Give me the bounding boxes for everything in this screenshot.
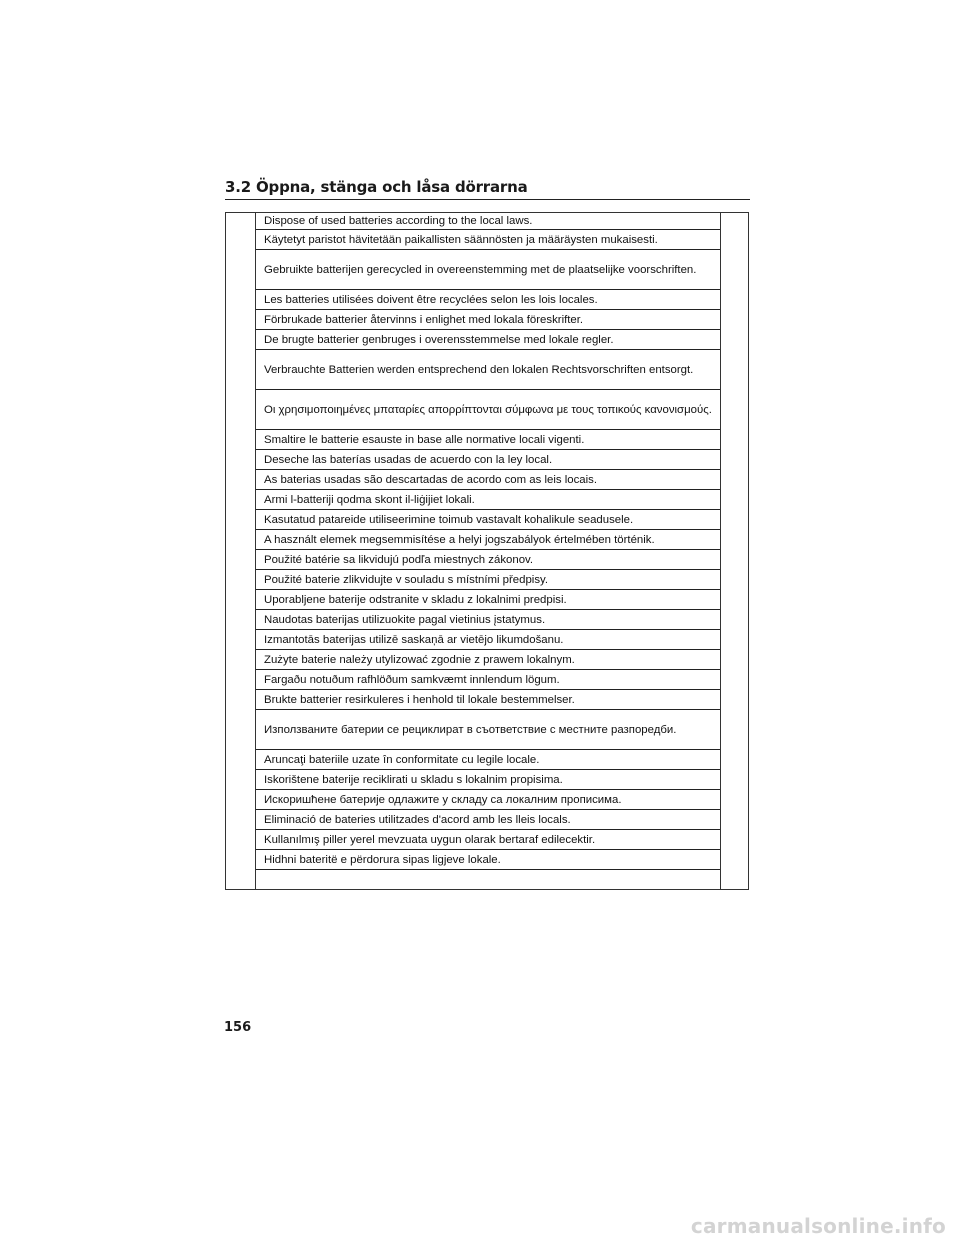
table-row (256, 310, 720, 330)
row-text: Deseche las baterías usadas de acuerdo con la ley local. (264, 453, 553, 466)
row-text: Förbrukade batterier återvinns i enlighet med lokala föreskrifter. (264, 313, 584, 326)
row-text: Hidhni bateritë e përdorura sipas ligjeve lokale. (264, 853, 501, 866)
row-text: Smaltire le batterie esauste in base alle normative locali vigenti. (264, 433, 585, 446)
table-row (256, 690, 720, 710)
row-text: Brukte batterier resirkuleres i henhold til lokale bestemmelser. (264, 693, 575, 706)
table-row (256, 570, 720, 590)
row-text: Armi l-batteriji qodma skont il-liġijiet lokali. (264, 493, 475, 506)
row-text: Използваните батерии се рециклират в съответствие с местните разпоредби. (264, 724, 677, 736)
table-row (256, 430, 720, 450)
table-row (256, 630, 720, 650)
page-number: 156 (224, 1020, 252, 1035)
table-row (256, 510, 720, 530)
section-title: 3.2 Öppna, stänga och låsa dörrarna (225, 178, 528, 196)
row-text: Les batteries utilisées doivent être recyclées selon les lois locales. (264, 293, 598, 306)
row-text: Izmantotās baterijas utilizē saskaņā ar vietējo likumdošanu. (264, 633, 564, 646)
row-text: Zużyte baterie należy utylizować zgodnie z prawem lokalnym. (264, 653, 575, 666)
table-row (256, 670, 720, 690)
table-row (256, 330, 720, 350)
table-row (256, 470, 720, 490)
disposal-table (256, 212, 720, 870)
table-row (256, 230, 720, 250)
table-row (256, 590, 720, 610)
row-text: De brugte batterier genbruges i overensstemmelse med lokale regler. (264, 333, 614, 346)
table-row (256, 810, 720, 830)
table-row (256, 450, 720, 470)
row-text: Eliminació de bateries utilitzades d'acord amb les lleis locals. (264, 813, 571, 826)
table-row (256, 550, 720, 570)
table-row (256, 610, 720, 630)
table-row (256, 850, 720, 870)
row-text: Искоришћене батерије одлажите у складу са локалним прописима. (264, 793, 622, 806)
row-text: Použité baterie zlikvidujte v souladu s místními předpisy. (264, 573, 549, 586)
title-rule (225, 199, 750, 200)
row-text: A használt elemek megsemmisítése a helyi jogszabályok értelmében történik. (264, 533, 655, 546)
table-row (256, 830, 720, 850)
table-row (256, 530, 720, 550)
row-text: Οι χρησιμοποιημένες μπαταρίες απορρίπτονται σύμφωνα με τους τοπικούς κανονισμούς. (264, 404, 712, 416)
watermark: carmanualsonline.info (690, 1214, 946, 1238)
table-row (256, 750, 720, 770)
row-text: Použité batérie sa likvidujú podľa miestnych zákonov. (264, 553, 534, 566)
row-text: Verbrauchte Batterien werden entsprechend den lokalen Rechtsvorschriften entsorgt. (264, 364, 694, 376)
table-row (256, 212, 720, 230)
table-row (256, 390, 720, 430)
table-row (256, 350, 720, 390)
row-text: Kullanılmış piller yerel mevzuata uygun olarak bertaraf edilecektir. (264, 833, 596, 846)
table-row (256, 290, 720, 310)
table-row (256, 650, 720, 670)
row-text: Naudotas baterijas utilizuokite pagal vietinius įstatymus. (264, 613, 546, 626)
row-text: Fargaðu notuðum rafhlöðum samkvæmt innlendum lögum. (264, 673, 560, 686)
row-text: As baterias usadas são descartadas de acordo com as leis locais. (264, 473, 598, 486)
row-text: Gebruikte batterijen gerecycled in overeenstemming met de plaatselijke voorschriften. (264, 264, 697, 276)
table-row (256, 790, 720, 810)
table-row (256, 710, 720, 750)
row-text: Käytetyt paristot hävitetään paikallisten säännösten ja määräysten mukaisesti. (264, 233, 658, 246)
row-text: Uporabljene baterije odstranite v skladu z lokalnimi predpisi. (264, 593, 567, 606)
table-row (256, 490, 720, 510)
row-text: Aruncaţi bateriile uzate în conformitate cu legile locale. (264, 753, 540, 766)
table-row (256, 250, 720, 290)
table-row (256, 770, 720, 790)
row-text: Dispose of used batteries according to the local laws. (264, 214, 533, 227)
row-text: Iskorištene baterije reciklirati u skladu s lokalnim propisima. (264, 773, 563, 786)
row-text: Kasutatud patareide utiliseerimine toimub vastavalt kohalikule seadusele. (264, 513, 634, 526)
